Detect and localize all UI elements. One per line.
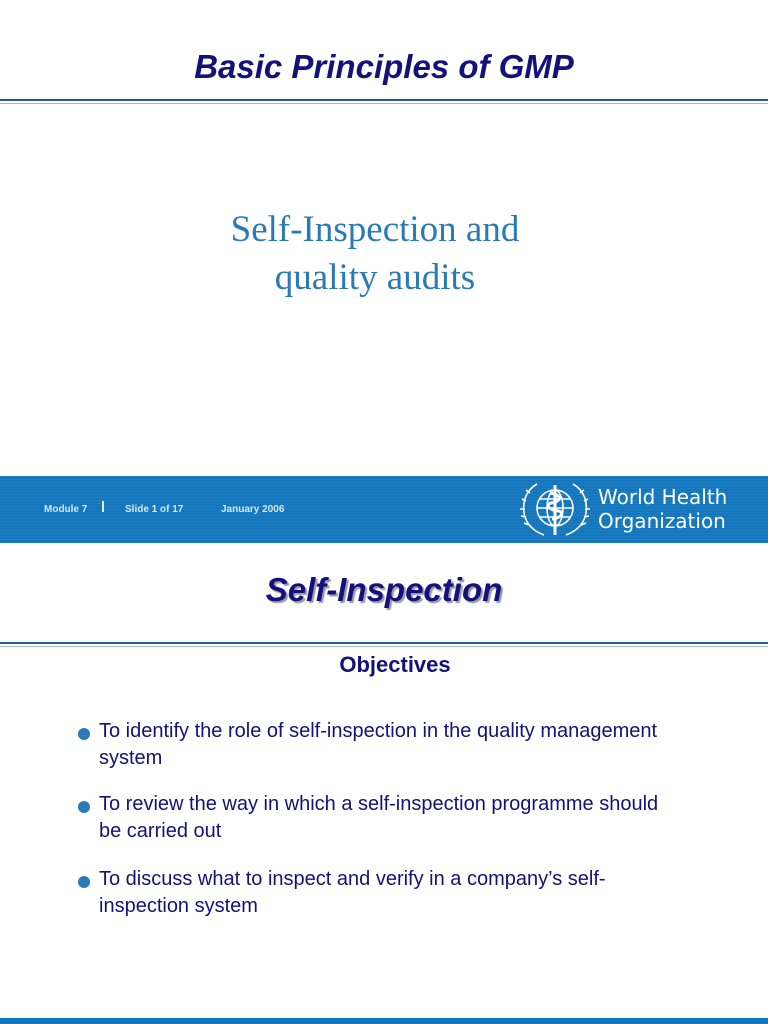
slide-2-title-rule	[0, 642, 768, 644]
list-item-line-1: To review the way in which a self-inspection programme should	[99, 793, 659, 815]
who-emblem-icon	[520, 479, 590, 541]
objectives-heading: Objectives	[339, 652, 451, 677]
footer-slide-number: Slide 1 of 17	[125, 504, 184, 515]
list-item-text	[99, 718, 729, 772]
slide-2-title-rule-secondary	[0, 646, 768, 647]
slide-2-title: Self-Inspection	[265, 571, 503, 608]
bullet-dot-icon	[78, 801, 90, 813]
org-name-line-1: World Health	[598, 485, 728, 509]
slide-2-footer-bar	[0, 1018, 768, 1024]
footer-module: Module 7	[44, 504, 88, 515]
bullet-dot-icon	[78, 876, 90, 888]
subtitle-line-1: Self-Inspection and	[230, 209, 520, 250]
who-logo-text	[598, 485, 727, 533]
list-item-line-2: inspection system	[99, 895, 258, 917]
list-item-text	[99, 866, 729, 920]
list-item-line-1: To identify the role of self-inspection in the quality management	[99, 720, 658, 742]
footer-date: January 2006	[221, 504, 285, 515]
slide-1-subtitle	[0, 206, 750, 302]
footer-separator	[102, 501, 104, 512]
title-rule-secondary	[0, 103, 768, 104]
bullet-dot-icon	[78, 728, 90, 740]
slide-footer	[0, 476, 768, 543]
list-item-line-2: be carried out	[99, 820, 222, 842]
slide-1-title: Basic Principles of GMP	[194, 48, 574, 85]
list-item-text	[99, 791, 729, 845]
list-item-line-2: system	[99, 747, 163, 769]
title-rule	[0, 99, 768, 101]
list-item-line-1: To discuss what to inspect and verify in a company’s self-	[99, 868, 606, 890]
org-name-line-2: Organization	[598, 509, 726, 533]
subtitle-line-2: quality audits	[274, 257, 476, 298]
